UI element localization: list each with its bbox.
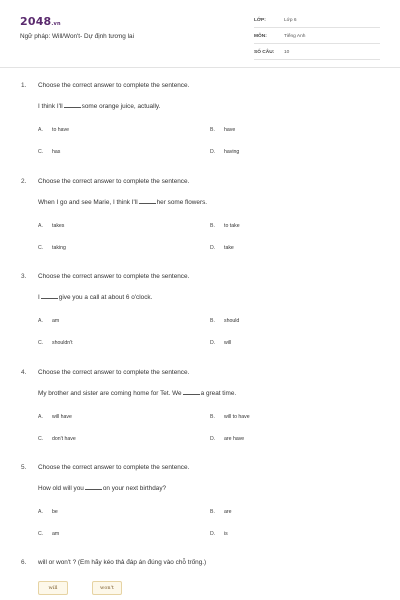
- meta-label: SỐ CÂU:: [254, 50, 275, 55]
- sentence-before: How old will you: [38, 485, 84, 492]
- option-d[interactable]: [210, 149, 239, 155]
- option-b[interactable]: [210, 414, 250, 420]
- option-text: have: [224, 127, 236, 133]
- option-text: should: [224, 318, 240, 324]
- option-letter: B.: [210, 509, 215, 515]
- option-letter: C.: [38, 340, 44, 346]
- sentence-after: give you a call at about 6 o'clock.: [58, 294, 153, 301]
- header-divider: [0, 67, 400, 68]
- option-text: will: [224, 340, 232, 346]
- answer-blank: [183, 394, 200, 395]
- question-number: 1.: [21, 82, 27, 89]
- option-text: shouldn't: [52, 340, 73, 346]
- sentence-after: her some flowers.: [156, 199, 208, 206]
- sentence-before: I think I'll: [38, 103, 63, 110]
- option-letter: C.: [38, 436, 44, 442]
- option-d[interactable]: [210, 245, 234, 251]
- option-letter: B.: [210, 414, 215, 420]
- option-d[interactable]: [210, 436, 244, 442]
- question-sentence: [38, 103, 160, 110]
- option-b[interactable]: [210, 509, 232, 515]
- option-text: take: [224, 245, 234, 251]
- option-a[interactable]: [38, 318, 59, 324]
- option-letter: A.: [38, 414, 43, 420]
- site-logo[interactable]: [20, 15, 61, 28]
- question-prompt: will or won't ? (Em hãy kéo thả đáp án đúng vào chỗ trống.): [38, 559, 207, 566]
- option-letter: A.: [38, 509, 43, 515]
- option-text: has: [52, 149, 61, 155]
- option-text: are have: [224, 436, 245, 442]
- worksheet-meta: [254, 14, 380, 62]
- question-prompt: Choose the correct answer to complete the sentence.: [38, 82, 190, 89]
- meta-value: Tiếng Anh: [284, 34, 306, 39]
- question-sentence: [38, 199, 207, 206]
- drag-chip-will[interactable]: will: [38, 581, 68, 595]
- answer-blank: [41, 298, 58, 299]
- logo-main: 2048: [20, 15, 52, 28]
- option-text: will to have: [224, 414, 250, 420]
- meta-value: 10: [284, 50, 290, 55]
- question-prompt: Choose the correct answer to complete the sentence.: [38, 178, 190, 185]
- question-number: 4.: [21, 369, 27, 376]
- option-c[interactable]: [38, 436, 76, 442]
- logo-suffix: .vn: [51, 21, 61, 27]
- question-sentence: [38, 390, 236, 397]
- page-header: [0, 0, 400, 66]
- meta-row-subject: [254, 30, 380, 44]
- option-text: takes: [52, 223, 65, 229]
- meta-label: LỚP:: [254, 18, 266, 23]
- option-text: is: [224, 531, 228, 537]
- option-a[interactable]: [38, 509, 58, 515]
- option-text: will have: [52, 414, 72, 420]
- option-letter: D.: [210, 245, 216, 251]
- option-letter: B.: [210, 127, 215, 133]
- question-prompt: Choose the correct answer to complete the sentence.: [38, 273, 190, 280]
- option-letter: D.: [210, 531, 216, 537]
- sentence-before: My brother and sister are coming home for Tet. We: [38, 390, 182, 397]
- option-a[interactable]: [38, 127, 69, 133]
- option-text: to take: [224, 223, 240, 229]
- option-c[interactable]: [38, 245, 66, 251]
- meta-row-class: [254, 14, 380, 28]
- option-letter: A.: [38, 127, 43, 133]
- answer-blank: [64, 107, 81, 108]
- question-number: 3.: [21, 273, 27, 280]
- worksheet-title: Ngữ pháp: Will/Won't- Dự định tương lai: [20, 33, 135, 40]
- option-letter: C.: [38, 245, 44, 251]
- meta-row-question-count: [254, 46, 380, 60]
- option-a[interactable]: [38, 414, 72, 420]
- sentence-before: When I go and see Marie, I think I'll: [38, 199, 138, 206]
- option-letter: D.: [210, 149, 216, 155]
- option-a[interactable]: [38, 223, 64, 229]
- meta-label: MÔN:: [254, 34, 267, 39]
- sentence-after: on your next birthday?: [102, 485, 167, 492]
- option-d[interactable]: [210, 340, 231, 346]
- option-text: am: [52, 318, 60, 324]
- option-d[interactable]: [210, 531, 228, 537]
- answer-blank: [139, 203, 156, 204]
- option-c[interactable]: [38, 340, 73, 346]
- option-letter: C.: [38, 149, 44, 155]
- option-letter: D.: [210, 340, 216, 346]
- sentence-after: a great time.: [200, 390, 237, 397]
- option-c[interactable]: [38, 149, 60, 155]
- option-b[interactable]: [210, 223, 240, 229]
- question-prompt: Choose the correct answer to complete the sentence.: [38, 464, 190, 471]
- drag-chip-wont[interactable]: won't: [92, 581, 122, 595]
- question-number: 6.: [21, 559, 27, 566]
- question-number: 2.: [21, 178, 27, 185]
- question-prompt: Choose the correct answer to complete the sentence.: [38, 369, 190, 376]
- option-letter: A.: [38, 223, 43, 229]
- sentence-after: some orange juice, actually.: [81, 103, 161, 110]
- answer-blank: [85, 489, 102, 490]
- question-number: 5.: [21, 464, 27, 471]
- option-text: are: [224, 509, 232, 515]
- option-letter: B.: [210, 223, 215, 229]
- option-letter: B.: [210, 318, 215, 324]
- option-b[interactable]: [210, 318, 239, 324]
- option-letter: C.: [38, 531, 44, 537]
- meta-value: Lớp 6: [284, 18, 297, 23]
- question-sentence: [38, 485, 166, 492]
- question-sentence: [38, 294, 152, 301]
- option-text: am: [52, 531, 60, 537]
- option-letter: D.: [210, 436, 216, 442]
- option-text: be: [52, 509, 58, 515]
- option-c[interactable]: [38, 531, 59, 537]
- option-letter: A.: [38, 318, 43, 324]
- option-b[interactable]: [210, 127, 235, 133]
- option-text: having: [224, 149, 240, 155]
- option-text: to have: [52, 127, 70, 133]
- option-text: taking: [52, 245, 66, 251]
- sentence-before: I: [38, 294, 40, 301]
- option-text: don't have: [52, 436, 76, 442]
